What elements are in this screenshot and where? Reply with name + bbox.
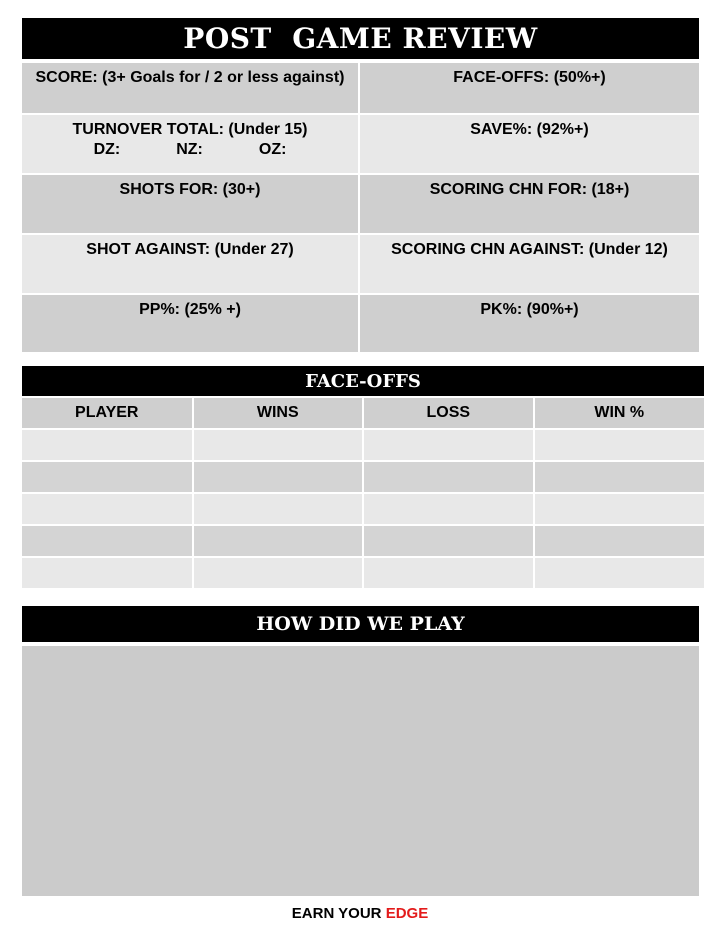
scoring-chn-for-label: SCORING CHN FOR: (18+)	[429, 181, 630, 198]
table-row	[22, 525, 704, 557]
turnover-label: TURNOVER TOTAL: (Under 15)	[72, 121, 308, 138]
table-row	[22, 493, 704, 525]
col-loss: LOSS	[363, 398, 534, 429]
footer-prefix: EARN YOUR	[291, 905, 386, 922]
faceoffs-label: FACE-OFFS: (50%+)	[453, 69, 606, 86]
pp-pct-cell[interactable]	[22, 295, 360, 352]
table-row	[22, 557, 704, 589]
wins-cell[interactable]	[193, 557, 364, 589]
shots-against-label: SHOT AGAINST: (Under 27)	[86, 241, 294, 258]
shots-for-label: SHOTS FOR: (30+)	[119, 181, 261, 198]
loss-cell[interactable]	[363, 461, 534, 493]
table-row	[22, 429, 704, 461]
faceoffs-cell[interactable]	[360, 63, 699, 115]
pk-pct-cell[interactable]	[360, 295, 699, 352]
turnover-cell[interactable]	[22, 115, 360, 175]
player-cell[interactable]	[22, 429, 193, 461]
wins-cell[interactable]	[193, 493, 364, 525]
col-wins: WINS	[193, 398, 364, 429]
turnover-zones	[22, 141, 358, 159]
scoring-chn-against-cell[interactable]	[360, 235, 699, 295]
win-pct-cell[interactable]	[534, 525, 705, 557]
wins-cell[interactable]	[193, 461, 364, 493]
metrics-grid	[22, 63, 699, 352]
loss-cell[interactable]	[363, 493, 534, 525]
how-did-we-play-title: HOW DID WE PLAY	[22, 606, 699, 642]
page-title: POST GAME REVIEW	[22, 18, 699, 59]
shots-against-cell[interactable]	[22, 235, 360, 295]
save-pct-label: SAVE%: (92%+)	[470, 121, 589, 138]
loss-cell[interactable]	[363, 429, 534, 461]
player-cell[interactable]	[22, 525, 193, 557]
win-pct-cell[interactable]	[534, 557, 705, 589]
scoring-chn-for-cell[interactable]	[360, 175, 699, 235]
faceoffs-header-row	[22, 398, 704, 429]
save-pct-cell[interactable]	[360, 115, 699, 175]
player-cell[interactable]	[22, 557, 193, 589]
win-pct-cell[interactable]	[534, 493, 705, 525]
footer-highlight: EDGE	[385, 905, 429, 922]
loss-cell[interactable]	[363, 557, 534, 589]
faceoffs-section-title: FACE-OFFS	[22, 366, 704, 396]
nz-label: NZ:	[176, 141, 203, 158]
scoring-chn-against-label: SCORING CHN AGAINST: (Under 12)	[391, 241, 668, 258]
shots-for-cell[interactable]	[22, 175, 360, 235]
pp-pct-label: PP%: (25% +)	[139, 301, 241, 318]
wins-cell[interactable]	[193, 429, 364, 461]
score-cell[interactable]	[22, 63, 360, 115]
wins-cell[interactable]	[193, 525, 364, 557]
col-win-pct: WIN %	[534, 398, 705, 429]
oz-label: OZ:	[258, 141, 287, 158]
loss-cell[interactable]	[363, 525, 534, 557]
win-pct-cell[interactable]	[534, 461, 705, 493]
dz-label: DZ:	[93, 141, 121, 158]
score-label: SCORE: (3+ Goals for / 2 or less against)	[35, 69, 345, 86]
col-player: PLAYER	[22, 398, 193, 429]
player-cell[interactable]	[22, 493, 193, 525]
win-pct-cell[interactable]	[534, 429, 705, 461]
footer-slogan	[0, 905, 720, 922]
player-cell[interactable]	[22, 461, 193, 493]
pk-pct-label: PK%: (90%+)	[480, 301, 579, 318]
faceoffs-table	[22, 398, 704, 590]
table-row	[22, 461, 704, 493]
how-did-we-play-notes[interactable]	[22, 646, 699, 896]
